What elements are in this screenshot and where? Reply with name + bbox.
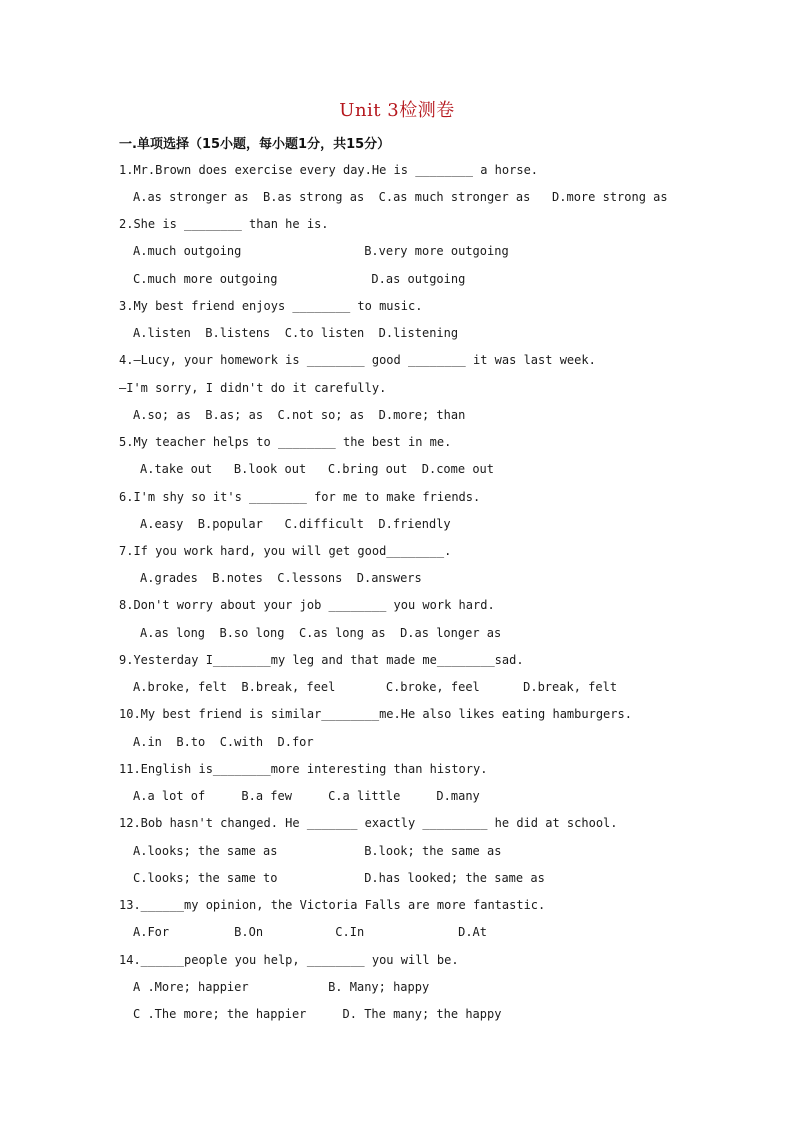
question-9: 9.Yesterday I________my leg and that made me________sad. — [119, 653, 524, 667]
question-13: 13.______my opinion, the Victoria Falls are more fantastic. — [119, 898, 546, 912]
question-7-options: A.grades B.notes C.lessons D.answers — [140, 571, 422, 585]
section-heading: 一.单项选择（15小题，每小题1分，共15分） — [119, 137, 391, 152]
question-1-options: A.as stronger as B.as strong as C.as much stronger as D.more strong as — [133, 190, 668, 204]
question-5: 5.My teacher helps to ________ the best in me. — [119, 435, 452, 449]
question-8-options: A.as long B.so long C.as long as D.as longer as — [140, 626, 502, 640]
question-12-options-row-2: C.looks; the same to D.has looked; the same as — [133, 871, 545, 885]
question-12: 12.Bob hasn't changed. He _______ exactly _________ he did at school. — [119, 816, 618, 830]
question-8: 8.Don't worry about your job ________ you work hard. — [119, 598, 495, 612]
question-11: 11.English is________more interesting than history. — [119, 762, 488, 776]
question-14-options-row-1: A .More; happier B. Many; happy — [133, 980, 430, 994]
question-1: 1.Mr.Brown does exercise every day.He is ________ a horse. — [119, 163, 539, 177]
question-14-options-row-2: C .The more; the happier D. The many; the happy — [133, 1007, 502, 1021]
question-12-options-row-1: A.looks; the same as B.look; the same as — [133, 844, 502, 858]
question-4: 4.—Lucy, your homework is ________ good ________ it was last week. — [119, 353, 596, 367]
question-4-reply: —I'm sorry, I didn't do it carefully. — [119, 381, 387, 395]
question-7: 7.If you work hard, you will get good________. — [119, 544, 452, 558]
question-6: 6.I'm shy so it's ________ for me to make friends. — [119, 490, 481, 504]
question-10-options: A.in B.to C.with D.for — [133, 735, 314, 749]
question-13-options: A.For B.On C.In D.At — [133, 925, 488, 939]
question-10: 10.My best friend is similar________me.He also likes eating hamburgers. — [119, 707, 632, 721]
question-3: 3.My best friend enjoys ________ to music. — [119, 299, 423, 313]
question-11-options: A.a lot of B.a few C.a little D.many — [133, 789, 480, 803]
question-9-options: A.broke, felt B.break, feel C.broke, feel D.break, felt — [133, 680, 618, 694]
question-2: 2.She is ________ than he is. — [119, 217, 329, 231]
question-3-options: A.listen B.listens C.to listen D.listening — [133, 326, 459, 340]
question-5-options: A.take out B.look out C.bring out D.come out — [140, 462, 495, 476]
page-title: Unit 3检测卷 — [339, 100, 455, 121]
question-2-options-row-2: C.much more outgoing D.as outgoing — [133, 272, 466, 286]
question-6-options: A.easy B.popular C.difficult D.friendly — [140, 517, 451, 531]
question-4-options: A.so; as B.as; as C.not so; as D.more; than — [133, 408, 466, 422]
question-2-options-row-1: A.much outgoing B.very more outgoing — [133, 244, 509, 258]
question-14: 14.______people you help, ________ you will be. — [119, 953, 459, 967]
